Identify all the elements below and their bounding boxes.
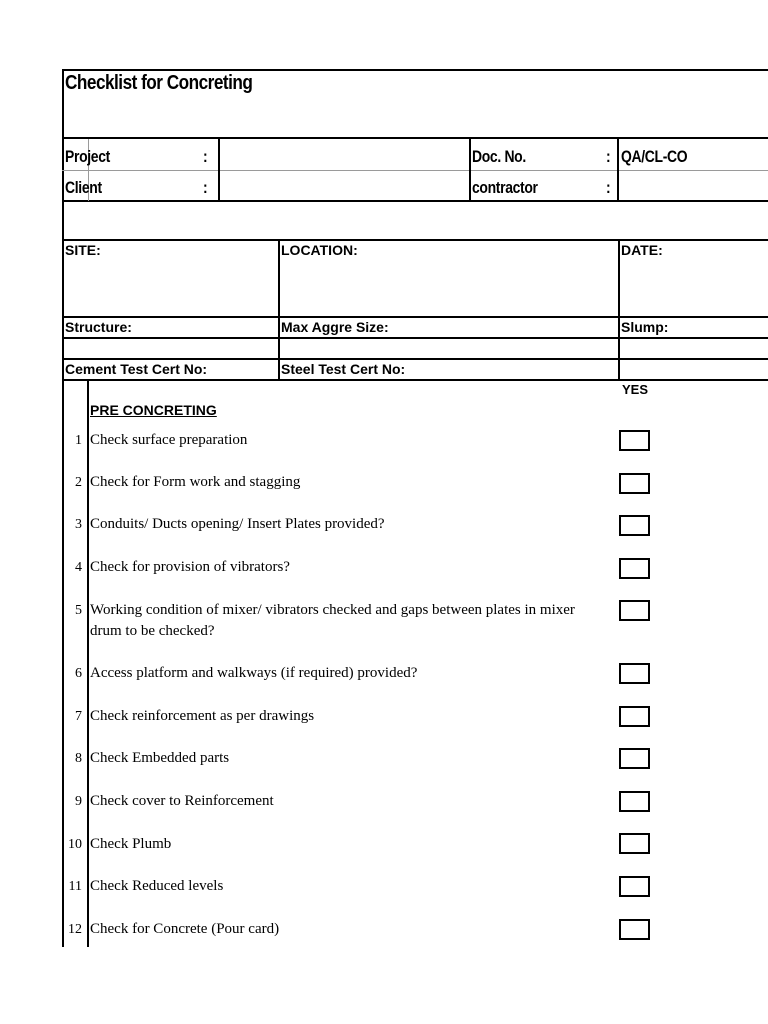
yes-checkbox[interactable] [619,919,650,940]
item-number: 9 [75,794,82,809]
contractor-field[interactable] [621,172,768,200]
item-text: Check for Form work and stagging [90,474,301,490]
item-number: 4 [75,560,82,575]
yes-checkbox[interactable] [619,558,650,579]
yes-checkbox[interactable] [619,791,650,812]
client-label: Client [65,178,102,197]
yes-column-header: YES [622,382,649,397]
yes-checkbox[interactable] [619,473,650,494]
item-number: 7 [75,709,82,724]
date-label: DATE: [621,242,663,258]
slump-label: Slump: [621,319,669,335]
item-number: 10 [68,837,82,852]
yes-checkbox[interactable] [619,833,650,854]
item-number: 12 [68,922,82,937]
item-number: 6 [75,666,82,681]
item-text: Check for Concrete (Pour card) [90,921,280,937]
doc-no-colon: : [606,147,611,166]
item-text: Check surface preparation [90,432,248,448]
yes-checkbox[interactable] [619,430,650,451]
yes-checkbox[interactable] [619,876,650,897]
item-number: 2 [75,475,82,490]
item-text: Check for provision of vibrators? [90,559,290,575]
project-colon: : [203,147,208,166]
project-field[interactable] [221,140,468,169]
item-number: 3 [75,517,82,532]
item-number: 11 [68,879,82,894]
yes-checkbox[interactable] [619,748,650,769]
yes-checkbox[interactable] [619,515,650,536]
yes-checkbox[interactable] [619,663,650,684]
item-text: Working condition of mixer/ vibrators checked and gaps between plates in mixer drum to be checked? [90,602,575,639]
item-text: Access platform and walkways (if required) provided? [90,665,418,681]
item-text: Check Plumb [90,836,172,852]
location-label: LOCATION: [281,242,358,258]
contractor-colon: : [606,178,611,197]
page-title: Checklist for Concreting [65,72,253,94]
project-label: Project [65,147,110,166]
structure-label: Structure: [65,319,132,335]
client-colon: : [203,178,208,197]
max-aggre-size-label: Max Aggre Size: [281,319,389,335]
contractor-label: contractor [472,178,538,197]
steel-test-cert-label: Steel Test Cert No: [281,361,406,377]
item-number: 8 [75,751,82,766]
section-title: PRE CONCRETING [90,402,217,418]
client-field[interactable] [221,172,468,200]
yes-checkbox[interactable] [619,600,650,621]
item-text: Check Embedded parts [90,750,230,766]
item-text: Check Reduced levels [90,878,224,894]
item-number: 1 [75,433,82,448]
item-text: Check cover to Reinforcement [90,793,274,809]
doc-no-value: QA/CL-CO [621,147,688,166]
cement-test-cert-label: Cement Test Cert No: [65,361,208,377]
item-number: 5 [75,603,82,618]
site-label: SITE: [65,242,101,258]
yes-checkbox[interactable] [619,706,650,727]
doc-no-label: Doc. No. [472,147,526,166]
item-text: Check reinforcement as per drawings [90,708,315,724]
item-text: Conduits/ Ducts opening/ Insert Plates provided? [90,516,385,532]
